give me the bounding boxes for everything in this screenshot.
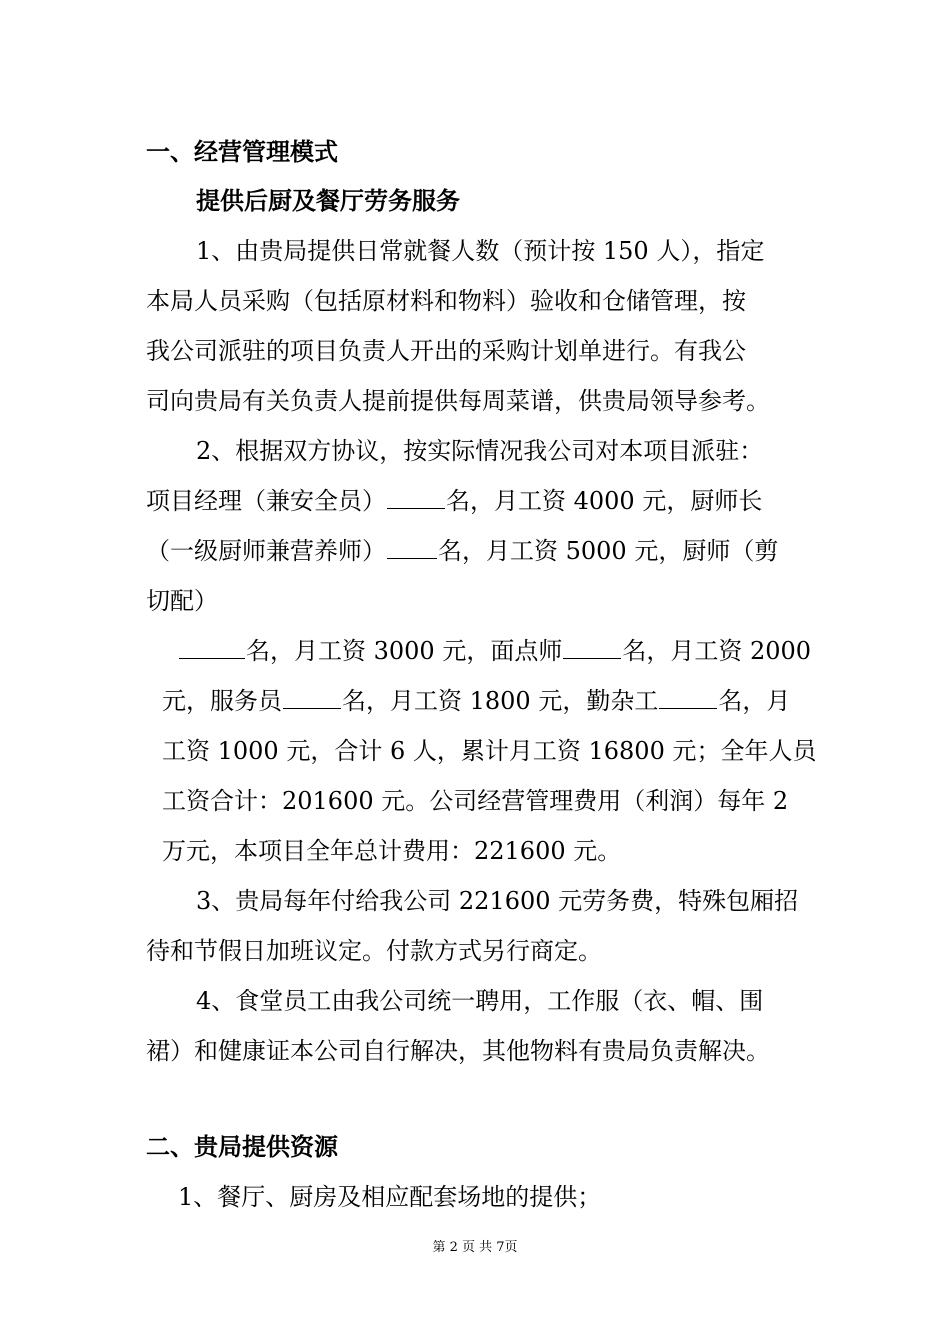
paragraph-2-line-8: 工资合计：201600 元。公司经营管理费用（利润）每年 2	[162, 787, 789, 815]
text: 名，月工资 1800 元，勤杂工	[342, 687, 659, 715]
paragraph-1-line-3: 我公司派驻的项目负责人开出的采购计划单进行。有我公	[146, 337, 746, 365]
paragraph-1-line-4: 司向贵局有关负责人提前提供每周菜谱，供贵局领导参考。	[146, 387, 770, 415]
paragraph-4-line-2: 裙）和健康证本公司自行解决，其他物料有贵局负责解决。	[146, 1037, 770, 1065]
text: 名，月	[718, 687, 791, 715]
text: 名，月工资 5000 元，厨师（剪	[438, 537, 779, 565]
paragraph-2-line-4: 切配）	[146, 587, 218, 615]
text: 项目经理（兼安全员）	[146, 487, 386, 515]
section-1-subheading: 提供后厨及餐厅劳务服务	[196, 186, 460, 215]
paragraph-2-line-2	[146, 486, 762, 516]
paragraph-3-line-1: 3、贵局每年付给我公司 221600 元劳务费，特殊包厢招	[196, 887, 799, 915]
section-2-item-1: 1、餐厅、厨房及相应配套场地的提供；	[178, 1183, 602, 1211]
text: 名，月工资 3000 元，面点师	[246, 637, 563, 665]
paragraph-3-line-2: 待和节假日加班议定。付款方式另行商定。	[146, 937, 602, 965]
fill-blank	[659, 686, 717, 709]
section-1-heading: 一、经营管理模式	[146, 137, 338, 166]
paragraph-2-line-9: 万元，本项目全年总计费用：221600 元。	[162, 837, 622, 865]
paragraph-2-line-7: 工资 1000 元，合计 6 人，累计月工资 16800 元；全年人员	[162, 737, 817, 765]
paragraph-1-line-1: 1、由贵局提供日常就餐人数（预计按 150 人），指定	[196, 237, 765, 265]
text: 名，月工资 2000	[622, 637, 812, 665]
paragraph-2-line-5	[178, 636, 811, 666]
paragraph-2-line-1: 2、根据双方协议，按实际情况我公司对本项目派驻：	[196, 437, 764, 465]
paragraph-4-line-1: 4、食堂员工由我公司统一聘用，工作服（衣、帽、围	[196, 987, 764, 1015]
text: （一级厨师兼营养师）	[146, 537, 386, 565]
fill-blank	[179, 636, 245, 659]
section-2-heading: 二、贵局提供资源	[146, 1132, 338, 1161]
fill-blank	[387, 486, 445, 509]
paragraph-2-line-3	[146, 536, 778, 566]
text: 名，月工资 4000 元，厨师长	[446, 487, 763, 515]
fill-blank	[563, 636, 621, 659]
paragraph-2-line-6	[162, 686, 790, 716]
fill-blank	[283, 686, 341, 709]
page-footer: 第 2 页 共 7页	[432, 1240, 518, 1255]
paragraph-1-line-2: 本局人员采购（包括原材料和物料）验收和仓储管理，按	[146, 287, 746, 315]
fill-blank	[387, 536, 437, 559]
text: 元，服务员	[162, 687, 282, 715]
